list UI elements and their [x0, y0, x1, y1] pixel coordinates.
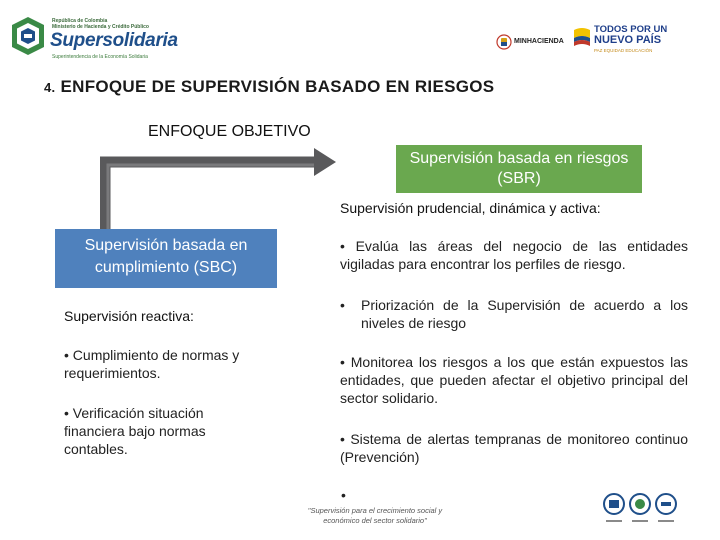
logo-ministry-text: Ministerio de Hacienda y Crédito Público — [52, 24, 149, 30]
certification-seals — [598, 490, 698, 530]
sbc-bullet-2: • Verificación situación financiera bajo normas contables. — [64, 405, 206, 457]
sbc-bullet-1: • Cumplimiento de normas y requerimientos. — [64, 347, 240, 381]
minhacienda-text: MINHACIENDA — [514, 38, 564, 45]
supersolidaria-emblem-icon — [10, 16, 46, 56]
sbr-box: Supervisión basada en riesgos (SBR) — [396, 145, 642, 193]
supersolidaria-logo — [10, 12, 180, 67]
todos-line2-text: NUEVO PAÍS — [594, 34, 662, 46]
page-title — [44, 77, 494, 97]
logo-subtitle-text: Superintendencia de la Economía Solidaria — [52, 54, 148, 60]
logo-brand-text: Supersolidaria — [50, 30, 178, 51]
transition-arrow-icon — [100, 140, 340, 240]
section-number: 4. — [44, 80, 56, 95]
coat-of-arms-icon — [496, 34, 512, 50]
sbr-heading: Supervisión prudencial, dinámica y activa: — [340, 200, 601, 216]
sbr-bullet-2: Priorización de la Supervisión de acuerdo a los niveles de riesgo — [361, 297, 688, 331]
enfoque-objetivo-label: ENFOQUE OBJETIVO — [148, 123, 311, 140]
sbr-bullet-5: • — [341, 487, 346, 503]
sbc-box: Supervisión basada en cumplimiento (SBC) — [55, 229, 277, 288]
section-title-text: ENFOQUE DE SUPERVISIÓN BASADO EN RIESGOS — [60, 77, 495, 96]
sbr-bullet-4: • Sistema de alertas tempranas de monitoreo continuo (Prevención) — [340, 431, 688, 465]
footer-quote: "Supervisión para el crecimiento social y económico del sector solidario" — [307, 506, 443, 525]
sbc-heading: Supervisión reactiva: — [64, 308, 194, 324]
todos-line1-text: TODOS POR UN — [594, 24, 668, 35]
certification-seals-icon — [598, 490, 698, 530]
sbr-bullet-1: • Evalúa las áreas del negocio de las entidades vigiladas para encontrar los perfiles de riesgo. — [340, 238, 688, 272]
minhacienda-logo — [494, 32, 568, 52]
logo-country-text: República de Colombia — [52, 18, 108, 24]
colombia-flag-icon — [572, 26, 592, 50]
sbr-bullet-3: • Monitorea los riesgos a los que están expuestos las entidades, que pueden afectar el objetivo principal del sector solidario. — [340, 354, 688, 406]
todos-por-un-nuevo-pais-logo — [572, 24, 692, 62]
todos-line3-text: PAZ EQUIDAD EDUCACIÓN — [594, 48, 653, 53]
sbr-bullet-2-mark: • — [340, 297, 345, 313]
